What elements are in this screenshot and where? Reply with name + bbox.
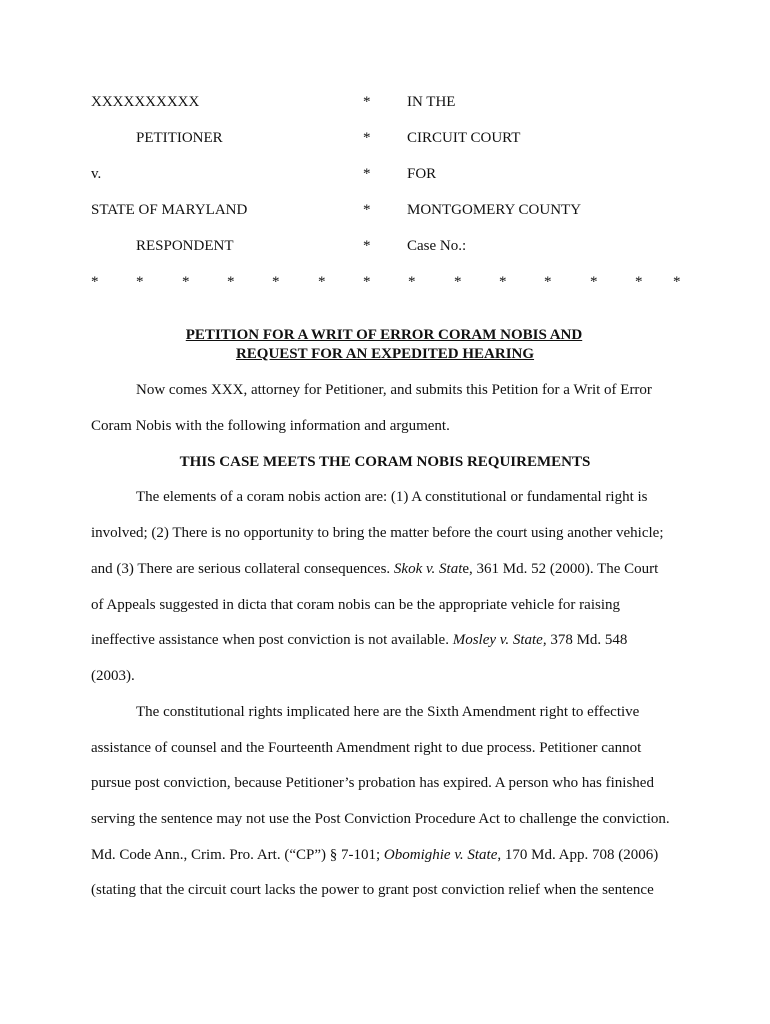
caption-star-separator [0,272,770,292]
separator-star: * [673,274,681,290]
caption-star: * [363,202,371,218]
para2-line-6: (stating that the circuit court lacks the power to grant post conviction relief when the sentence [91,882,654,898]
para1-line-5 [91,630,627,650]
separator-star: * [408,274,416,290]
separator-star: * [318,274,326,290]
separator-star: * [136,274,144,290]
case-citation-mosley: Mosley v. State [452,632,543,648]
intro-line-2: Coram Nobis with the following information and argument. [91,418,450,434]
caption-row-5 [0,236,770,256]
separator-star: * [499,274,507,290]
caption-party-role: RESPONDENT [136,238,234,254]
caption-row-3 [0,164,770,184]
para2-line-3: pursue post conviction, because Petitioner’s probation has expired. A person who has finished [91,775,654,791]
caption-row-4 [0,200,770,220]
para1-line-3 [91,559,658,579]
caption-row-1 [0,92,770,112]
separator-star: * [635,274,643,290]
title-line-1: PETITION FOR A WRIT OF ERROR CORAM NOBIS AND [185,327,583,343]
caption-party-name: XXXXXXXXXX [91,94,200,110]
separator-star: * [590,274,598,290]
separator-star: * [363,274,371,290]
caption-versus: v. [91,166,102,182]
para2-line-1: The constitutional rights implicated here are the Sixth Amendment right to effective [136,704,640,720]
section-heading: THIS CASE MEETS THE CORAM NOBIS REQUIREMENTS [179,454,591,470]
separator-star: * [544,274,552,290]
para1-line-2: involved; (2) There is no opportunity to bring the matter before the court using another vehicle; [91,525,664,541]
caption-court-line: CIRCUIT COURT [407,130,521,146]
para2-line-2: assistance of counsel and the Fourteenth Amendment right to due process. Petitioner cannot [91,740,642,756]
separator-star: * [227,274,235,290]
caption-row-2 [0,128,770,148]
separator-star: * [182,274,190,290]
separator-star: * [454,274,462,290]
caption-case-number: Case No.: [407,238,467,254]
para2-line-4: serving the sentence may not use the Post Conviction Procedure Act to challenge the conviction. [91,811,670,827]
caption-court-line: MONTGOMERY COUNTY [407,202,582,218]
para2-text: Md. Code Ann., Crim. Pro. Art. (“CP”) § 7-101; [91,847,384,863]
caption-star: * [363,166,371,182]
para1-line-1: The elements of a coram nobis action are: (1) A constitutional or fundamental right is [136,489,648,505]
para1-text: e, 361 Md. 52 (2000). The Court [462,561,659,577]
para1-text: , 378 Md. 548 [542,632,628,648]
case-citation-skok: Skok v. Stat [393,561,463,577]
intro-line-1: Now comes XXX, attorney for Petitioner, and submits this Petition for a Writ of Error [136,382,652,398]
case-citation-obomighie: Obomighie v. State [383,847,498,863]
separator-star: * [91,274,99,290]
caption-star: * [363,94,371,110]
para2-text: , 170 Md. App. 708 (2006) [497,847,659,863]
caption-court-line: IN THE [407,94,456,110]
caption-star: * [363,238,371,254]
para1-line-4: of Appeals suggested in dicta that coram nobis can be the appropriate vehicle for raising [91,597,620,613]
para2-line-5 [91,845,658,865]
para1-text: and (3) There are serious collateral consequences. [91,561,394,577]
caption-party-role: PETITIONER [136,130,223,146]
caption-party-name: STATE OF MARYLAND [91,202,248,218]
caption-star: * [363,130,371,146]
caption-court-line: FOR [407,166,437,182]
para1-line-6: (2003). [91,668,135,684]
document-title [0,326,770,364]
separator-star: * [272,274,280,290]
title-line-2: REQUEST FOR AN EXPEDITED HEARING [235,346,535,362]
para1-text: ineffective assistance when post conviction is not available. [91,632,453,648]
